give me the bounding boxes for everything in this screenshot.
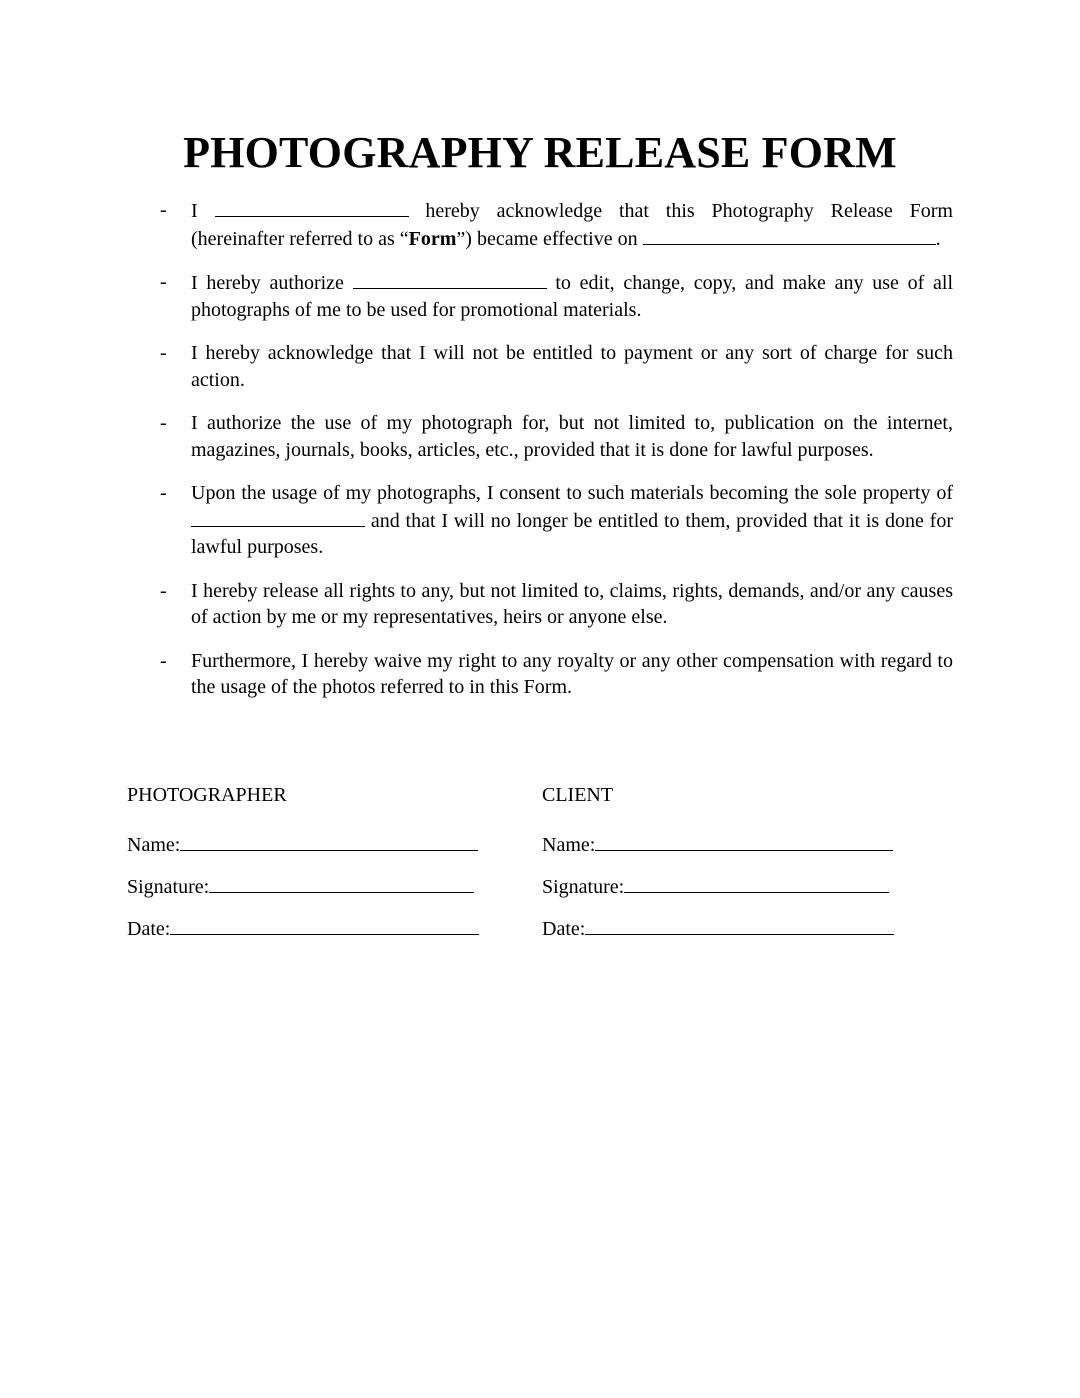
client-signature-block xyxy=(542,782,894,957)
authorized-party-blank[interactable] xyxy=(353,269,547,289)
clause-text: I authorize the use of my photograph for, but not limited to, publication on the internet, magazines, journals, books, articles, etc., provided that it is done for lawful purposes. xyxy=(191,412,953,461)
signature-label: Signature: xyxy=(127,876,210,898)
clause-release-rights xyxy=(160,578,953,631)
name-label: Name: xyxy=(542,834,596,856)
photographer-name-line[interactable] xyxy=(180,831,478,851)
clause-text: I hereby release all rights to any, but not limited to, claims, rights, demands, and/or any causes of action by me or my representatives, heirs or anyone else. xyxy=(191,579,953,628)
clause-text: hereby acknowledge that this Photography Release Form (hereinafter referred to as “ xyxy=(191,200,953,250)
form-term: Form xyxy=(408,227,457,250)
photographer-date-row xyxy=(127,915,479,941)
property-owner-blank[interactable] xyxy=(191,507,365,527)
clause-list xyxy=(160,197,953,718)
photographer-signature-block xyxy=(127,782,479,957)
client-signature-line[interactable] xyxy=(624,873,889,893)
photographer-name-row xyxy=(127,831,479,857)
client-date-line[interactable] xyxy=(585,915,894,935)
name-label: Name: xyxy=(127,834,181,856)
clause-text: . xyxy=(935,227,941,250)
clause-no-payment xyxy=(160,340,953,393)
client-name-line[interactable] xyxy=(595,831,893,851)
bullet-dash: - xyxy=(160,649,167,672)
page-title: PHOTOGRAPHY RELEASE FORM xyxy=(183,128,897,177)
clause-text: I xyxy=(191,200,215,222)
photographer-date-line[interactable] xyxy=(170,915,479,935)
clause-property xyxy=(160,480,953,561)
clause-usage-scope xyxy=(160,410,953,463)
clause-authorize xyxy=(160,269,953,323)
client-signature-row xyxy=(542,873,894,899)
signature-label: Signature: xyxy=(542,876,625,898)
clause-text: to edit, change, copy, and make any use of all photographs of me to be used for promotional materials. xyxy=(191,272,953,321)
clause-text: I hereby acknowledge that I will not be entitled to payment or any sort of charge for such action. xyxy=(191,342,953,391)
photographer-heading: PHOTOGRAPHER xyxy=(127,784,287,806)
clause-acknowledge-effective xyxy=(160,197,953,252)
clause-text: I hereby authorize xyxy=(191,272,353,294)
client-date-row xyxy=(542,915,894,941)
bullet-dash: - xyxy=(160,579,167,602)
clause-text: ”) became effective on xyxy=(456,227,643,250)
bullet-dash: - xyxy=(160,412,167,434)
bullet-dash: - xyxy=(160,199,167,221)
clause-text: and that I will no longer be entitled to them, provided that it is done for lawful purposes. xyxy=(191,509,953,558)
clause-waive-royalty xyxy=(160,648,953,701)
bullet-dash: - xyxy=(160,342,167,364)
effective-date-blank[interactable] xyxy=(643,225,936,245)
photographer-signature-line[interactable] xyxy=(209,873,474,893)
client-heading: CLIENT xyxy=(542,784,614,806)
date-label: Date: xyxy=(542,918,586,940)
bullet-dash: - xyxy=(160,271,167,293)
clause-text: Upon the usage of my photographs, I consent to such materials becoming the sole property of xyxy=(191,482,953,504)
photographer-signature-row xyxy=(127,873,479,899)
client-name-row xyxy=(542,831,894,857)
bullet-dash: - xyxy=(160,482,167,504)
date-label: Date: xyxy=(127,918,171,940)
name-blank[interactable] xyxy=(215,197,409,217)
clause-text: Furthermore, I hereby waive my right to any royalty or any other compensation with regard to the usage of the photos referred to in this Form. xyxy=(191,649,953,698)
